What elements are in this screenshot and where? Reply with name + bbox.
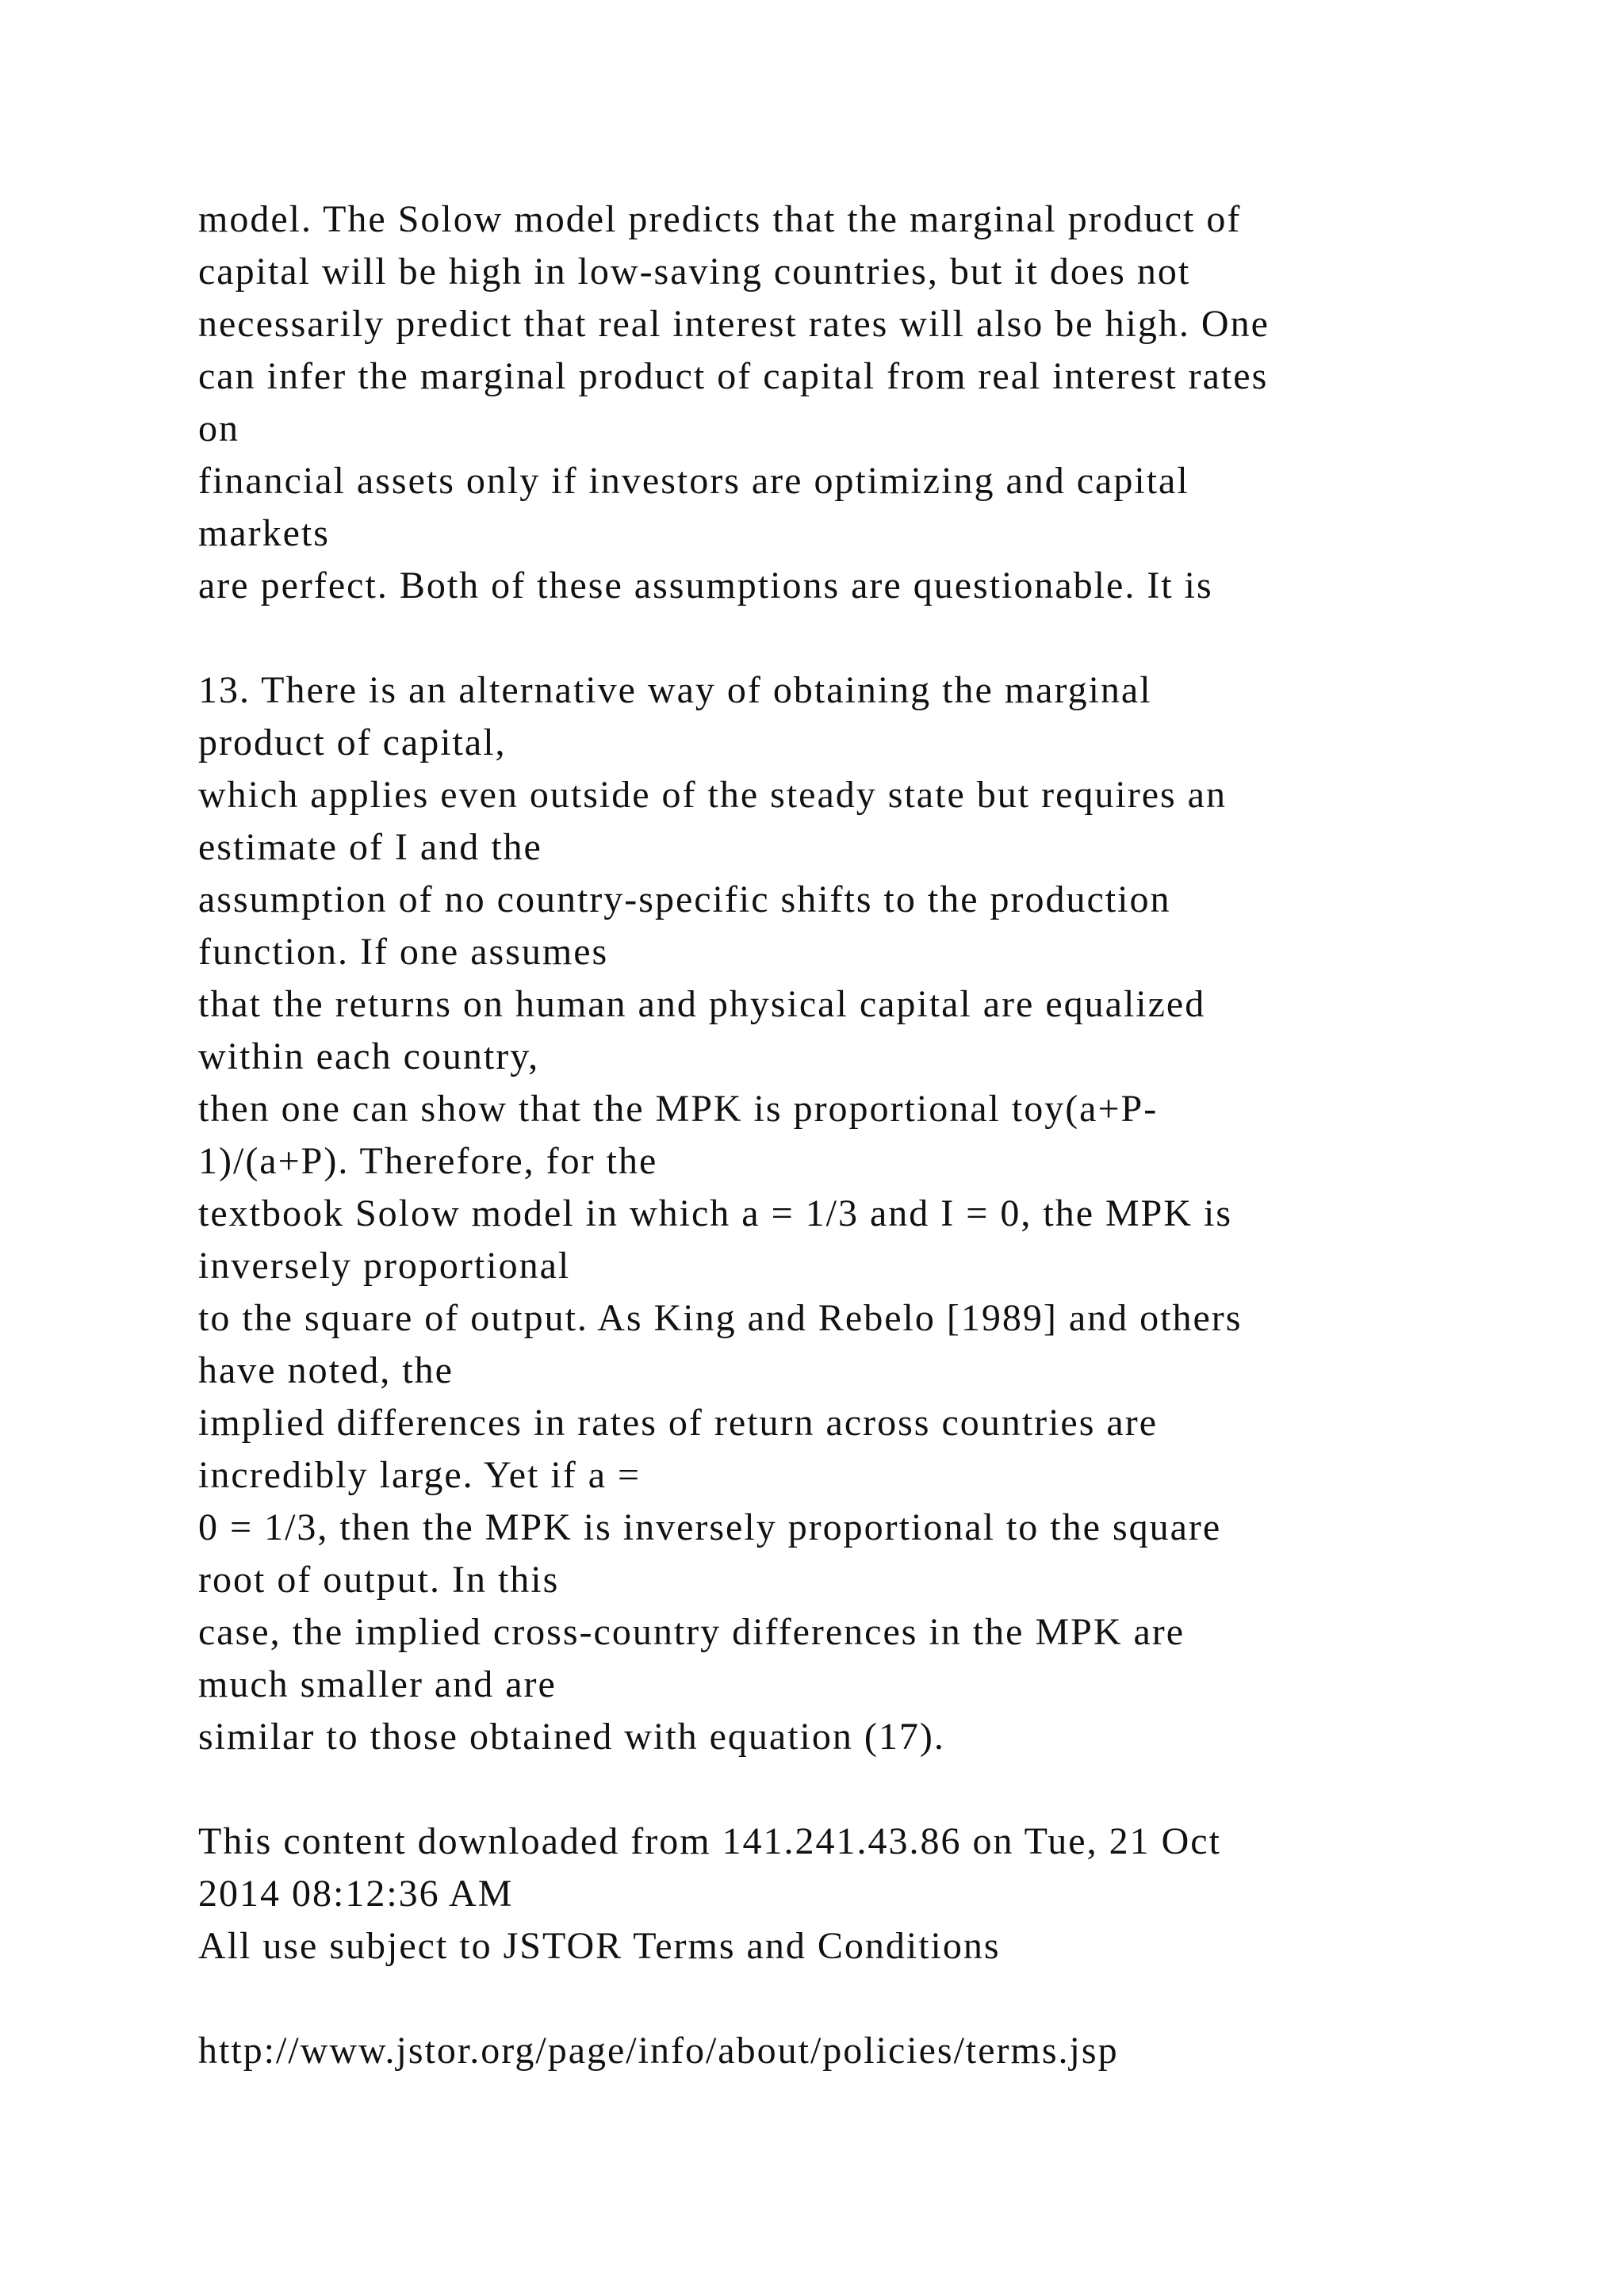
paragraph-solow-model — [198, 193, 1546, 612]
text-line: 0 = 1/3, then the MPK is inversely proportional to the square — [198, 1506, 1222, 1548]
footnote-13 — [198, 664, 1546, 1763]
text-line: can infer the marginal product of capital from real interest rates — [198, 355, 1269, 397]
paragraph-spacer — [198, 612, 1546, 664]
download-notice — [198, 1816, 1546, 1973]
text-line: that the returns on human and physical capital are equalized — [198, 983, 1206, 1025]
text-line: implied differences in rates of return across countries are — [198, 1402, 1158, 1444]
text-line: have noted, the — [198, 1349, 454, 1391]
text-line: product of capital, — [198, 721, 507, 763]
text-line: 13. There is an alternative way of obtaining the marginal — [198, 669, 1152, 711]
text-line: on — [198, 408, 239, 450]
text-line: incredibly large. Yet if a = — [198, 1454, 642, 1496]
text-line: inversely proportional — [198, 1245, 571, 1287]
text-line: necessarily predict that real interest rates will also be high. One — [198, 303, 1270, 345]
text-line: markets — [198, 512, 330, 554]
text-line: capital will be high in low-saving countries, but it does not — [198, 251, 1191, 293]
text-line: assumption of no country-specific shifts to the production — [198, 878, 1171, 920]
text-line: estimate of I and the — [198, 826, 542, 868]
document-text — [198, 193, 1546, 2077]
text-line: then one can show that the MPK is proportional toy(a+P- — [198, 1088, 1159, 1130]
text-line: financial assets only if investors are optimizing and capital — [198, 460, 1189, 502]
text-line: 2014 08:12:36 AM — [198, 1873, 514, 1915]
text-line: are perfect. Both of these assumptions are questionable. It is — [198, 564, 1213, 607]
text-line: to the square of output. As King and Rebelo [1989] and others — [198, 1297, 1243, 1339]
text-line: All use subject to JSTOR Terms and Conditions — [198, 1925, 1001, 1967]
text-line: root of output. In this — [198, 1559, 560, 1601]
paragraph-spacer — [198, 1763, 1546, 1816]
paragraph-spacer — [198, 1973, 1546, 2025]
text-line: much smaller and are — [198, 1663, 557, 1705]
text-line: This content downloaded from 141.241.43.86 on Tue, 21 Oct — [198, 1820, 1221, 1862]
terms-url: http://www.jstor.org/page/info/about/policies/terms.jsp — [198, 2030, 1119, 2072]
text-line: function. If one assumes — [198, 931, 609, 973]
text-line: model. The Solow model predicts that the marginal product of — [198, 198, 1242, 240]
text-line: case, the implied cross-country differences in the MPK are — [198, 1611, 1185, 1653]
text-line: which applies even outside of the steady state but requires an — [198, 774, 1227, 816]
text-line: similar to those obtained with equation (17). — [198, 1716, 945, 1758]
text-line: 1)/(a+P). Therefore, for the — [198, 1140, 658, 1182]
text-line: within each country, — [198, 1035, 540, 1077]
text-line: textbook Solow model in which a = 1/3 and I = 0, the MPK is — [198, 1192, 1233, 1234]
